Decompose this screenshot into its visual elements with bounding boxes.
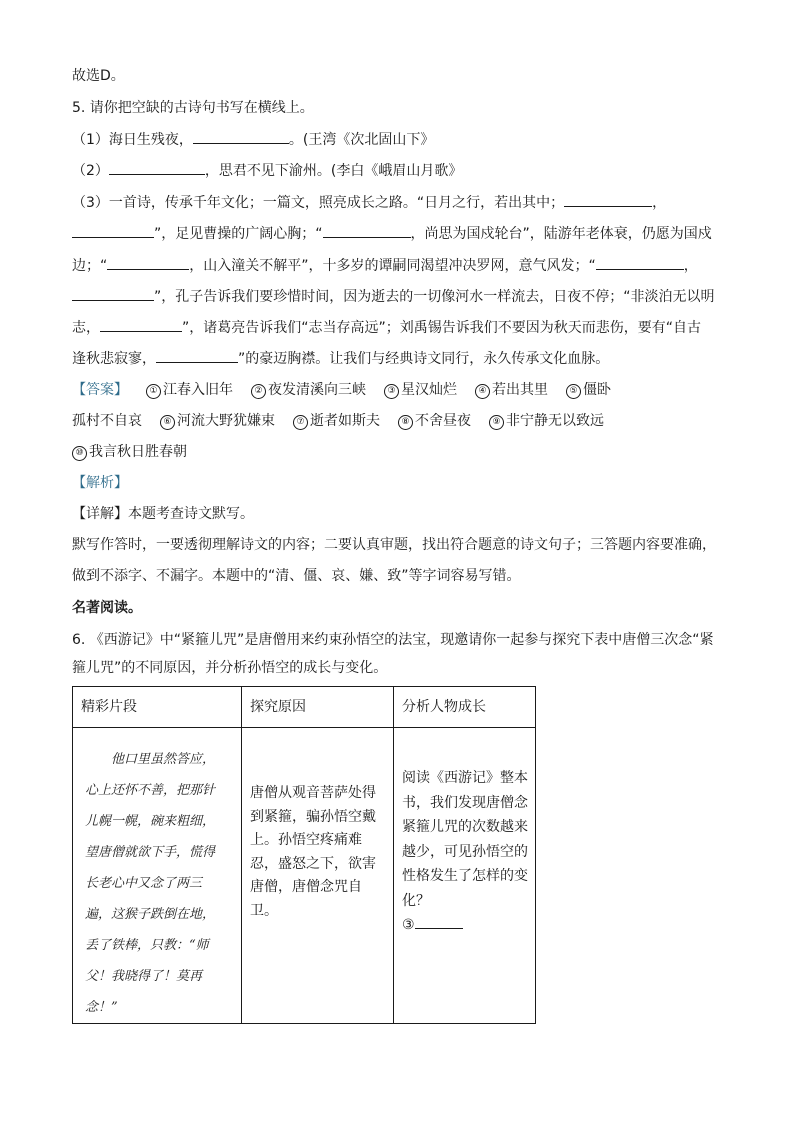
q5-item-3-line-4: ”，孔子告诉我们要珍惜时间，因为逝去的一切像河水一样流去，日夜不停；“非淡泊无以明: [72, 286, 732, 307]
answer-item: 江春入旧年: [163, 382, 233, 398]
table-header: 分析人物成长: [394, 687, 536, 728]
q5-item-3-line-5: 志， ”，诸葛亮告诉我们“志当存高远”；刘禹锡告诉我们不要因为秋天而悲伤，要有“自古: [72, 317, 732, 338]
answer-item: 逝者如斯夫: [310, 413, 380, 429]
answer-blank[interactable]: [564, 192, 652, 207]
q5-item-3-line-2: ”，足见曹操的广阔心胸；“ ，尚思为国戍轮台”，陆游年老体衰，仍愿为国戍: [72, 223, 732, 244]
answer-line-1: 【答案】 ① 江春入旧年 ② 夜发清溪向三峡 ③ 星汉灿烂 ④ 若出其里 ⑤ 僵卧: [72, 382, 611, 398]
q5-title: 5. 请你把空缺的古诗句书写在横线上。: [72, 100, 314, 116]
analysis-table: [72, 686, 536, 1024]
answer-item: 若出其里: [492, 382, 548, 398]
table-row: [73, 728, 536, 1024]
answer-item: 星汉灿烂: [401, 382, 457, 398]
q5-item-2: （2） ，思君不见下渝州。(李白《峨眉山月歌》: [72, 160, 732, 181]
q5-item-3-line-6: 逢秋悲寂寥， ”的豪迈胸襟。让我们与经典诗文同行，永久传承文化血脉。: [72, 348, 732, 369]
answer-item: 夜发清溪向三峡: [268, 382, 366, 398]
q5-item-3-line-3: 边；“ ，山入潼关不解平”，十多岁的谭嗣同渴望冲决罗网，意气风发；“ ，: [72, 255, 732, 276]
answer-blank[interactable]: [109, 160, 205, 175]
blank-line: ③: [402, 913, 529, 938]
q5-item-1: （1）海日生残夜， 。(王湾《次北固山下》: [72, 129, 732, 150]
answer-blank[interactable]: [72, 223, 154, 238]
answer-item: 僵卧: [583, 382, 611, 398]
note-line-2: 做到不添字、不漏字。本题中的“清、僵、哀、嫌、致”等字词容易写错。: [72, 568, 521, 584]
q6-line-2: 箍儿咒”的不同原因，并分析孙悟空的成长与变化。: [72, 660, 388, 676]
answer-blank[interactable]: [156, 348, 238, 363]
answer-item: 我言秋日胜春朝: [89, 444, 187, 460]
answer-tag: 【答案】: [72, 382, 128, 398]
table-header: 精彩片段: [73, 687, 242, 728]
answer-blank[interactable]: [193, 129, 289, 144]
answer-item: 不舍昼夜: [415, 413, 471, 429]
excerpt-cell: 他口里虽然答应， 心上还怀不善，把那针 儿幌一幌，碗来粗细， 望唐僧就欲下手，慌得 长老心中又念了两三 遍，这猴子跌倒在地， 丢了铁棒，只教：“师 父！我晓得了！莫再 念！”: [73, 728, 242, 1024]
answer-blank[interactable]: [72, 286, 154, 301]
answer-line-3: ⑩ 我言秋日胜春朝: [72, 442, 732, 462]
answer-blank[interactable]: [596, 255, 684, 270]
note-line-1: 默写作答时，一要透彻理解诗文的内容；二要认真审题，找出符合题意的诗文句子；三答题内容要准确，: [72, 537, 716, 553]
table-header: 探究原因: [242, 687, 394, 728]
q5-item-3-line-1: （3）一首诗，传承千年文化；一篇文，照亮成长之路。“日月之行，若出其中； ，: [72, 192, 732, 213]
analysis-tag: 【解析】: [72, 475, 128, 491]
answer-line-2: 孤村不自哀 ⑥ 河流大野犹嫌束 ⑦ 逝者如斯夫 ⑧ 不舍昼夜 ⑨ 非宁静无以致远: [72, 413, 604, 429]
answer-blank[interactable]: [100, 317, 182, 332]
answer-item: 非宁静无以致远: [506, 413, 604, 429]
answer-blank[interactable]: [415, 914, 463, 929]
q6-line-1: 6. 《西游记》中“紧箍儿咒”是唐僧用来约束孙悟空的法宝，现邀请你一起参与探究下表中唐僧三次念“紧: [72, 632, 714, 648]
detail-text: 【详解】本题考查诗文默写。: [72, 506, 254, 522]
reason-cell: 唐僧从观音菩萨处得 到紧箍，骗孙悟空戴 上。孙悟空疼痛难 忍，盛怒之下，欲害 唐僧，唐僧念咒自 卫。: [242, 728, 394, 1024]
conclusion-text: 故选D。: [72, 68, 125, 84]
answer-item: 孤村不自哀: [72, 413, 142, 429]
answer-item: 河流大野犹嫌束: [177, 413, 275, 429]
section-title: 名著阅读。: [72, 600, 142, 616]
answer-blank[interactable]: [323, 223, 411, 238]
answer-blank[interactable]: [107, 255, 189, 270]
growth-cell: 阅读《西游记》整本 书，我们发现唐僧念 紧箍儿咒的次数越来 越少，可见孙悟空的 性格发生了怎样的变 化？ ③: [394, 728, 536, 1024]
table-header-row: [73, 687, 536, 728]
